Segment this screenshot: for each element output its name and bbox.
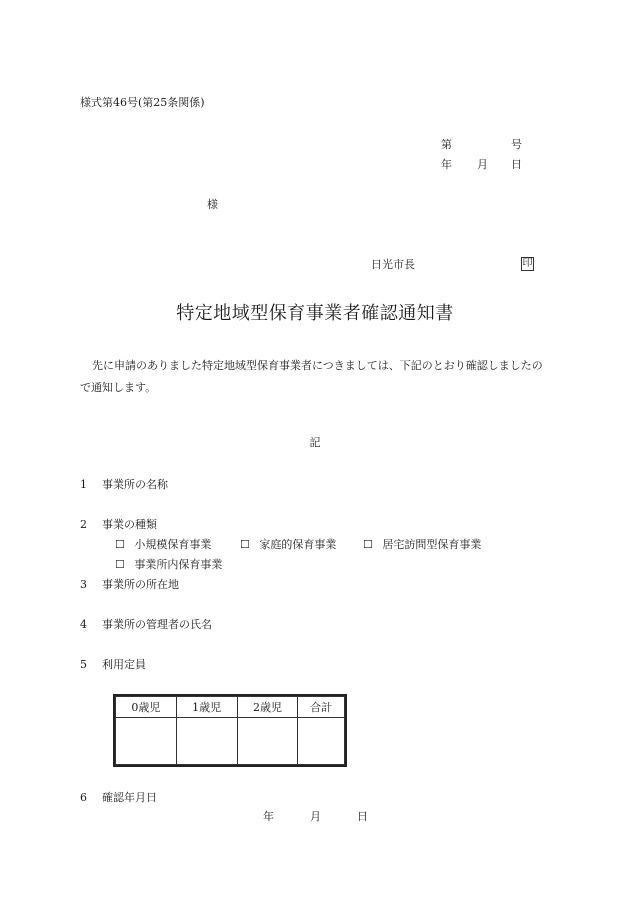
date-day: 日 — [511, 158, 522, 171]
header-total: 合計 — [298, 697, 345, 718]
cell-age-0[interactable] — [116, 718, 177, 765]
item-2-number: 2 — [80, 518, 87, 531]
item-6-label: 確認年月日 — [102, 791, 157, 804]
cell-age-2[interactable] — [237, 718, 298, 765]
confirm-month: 月 — [310, 810, 321, 823]
item-5-number: 5 — [80, 658, 87, 671]
option-workplace[interactable] — [115, 559, 222, 570]
header-age-0: 0歳児 — [116, 697, 177, 718]
item-3-number: 3 — [80, 578, 87, 591]
checkbox-icon[interactable]: ☐ — [240, 538, 250, 551]
item-3-label: 事業所の所在地 — [102, 578, 179, 591]
option-home-visit[interactable] — [363, 539, 481, 550]
option-label: 家庭的保育事業 — [259, 538, 337, 551]
date-month: 月 — [477, 158, 488, 171]
number-prefix: 第 — [441, 138, 452, 151]
issuer-title: 日光市長 — [371, 258, 415, 271]
confirm-day: 日 — [357, 810, 368, 823]
checkbox-icon[interactable]: ☐ — [115, 558, 125, 571]
seal-stamp: 印 — [522, 258, 533, 269]
checkbox-icon[interactable]: ☐ — [115, 538, 125, 551]
item-4-label: 事業所の管理者の氏名 — [102, 618, 212, 631]
ki-heading: 記 — [309, 436, 321, 449]
item-5-label: 利用定員 — [102, 658, 146, 671]
header-age-1: 1歳児 — [176, 697, 237, 718]
notice-body: 先に申請のありました特定地域型保育事業者につきましては、下記のとおり確認しましたので通知します。 — [80, 359, 543, 394]
option-label: 事業所内保育事業 — [134, 558, 223, 571]
option-home-based[interactable] — [240, 539, 336, 550]
confirm-year: 年 — [263, 810, 274, 823]
option-small-scale[interactable] — [115, 539, 211, 550]
header-age-2: 2歳児 — [237, 697, 298, 718]
capacity-table — [113, 694, 347, 767]
date-year: 年 — [441, 158, 452, 171]
document-title: 特定地域型保育事業者確認通知書 — [176, 303, 454, 324]
item-1-number: 1 — [80, 478, 87, 491]
recipient-honorific: 様 — [207, 198, 218, 211]
item-6-number: 6 — [80, 791, 87, 804]
checkbox-icon[interactable]: ☐ — [363, 538, 373, 551]
number-suffix: 号 — [511, 138, 522, 151]
item-4-number: 4 — [80, 618, 87, 631]
option-label: 小規模保育事業 — [134, 538, 212, 551]
form-label: 様式第46号(第25条関係) — [80, 96, 205, 109]
option-label: 居宅訪問型保育事業 — [382, 538, 482, 551]
cell-total[interactable] — [298, 718, 345, 765]
item-2-label: 事業の種類 — [102, 518, 157, 531]
cell-age-1[interactable] — [176, 718, 237, 765]
item-1-label: 事業所の名称 — [102, 478, 168, 491]
